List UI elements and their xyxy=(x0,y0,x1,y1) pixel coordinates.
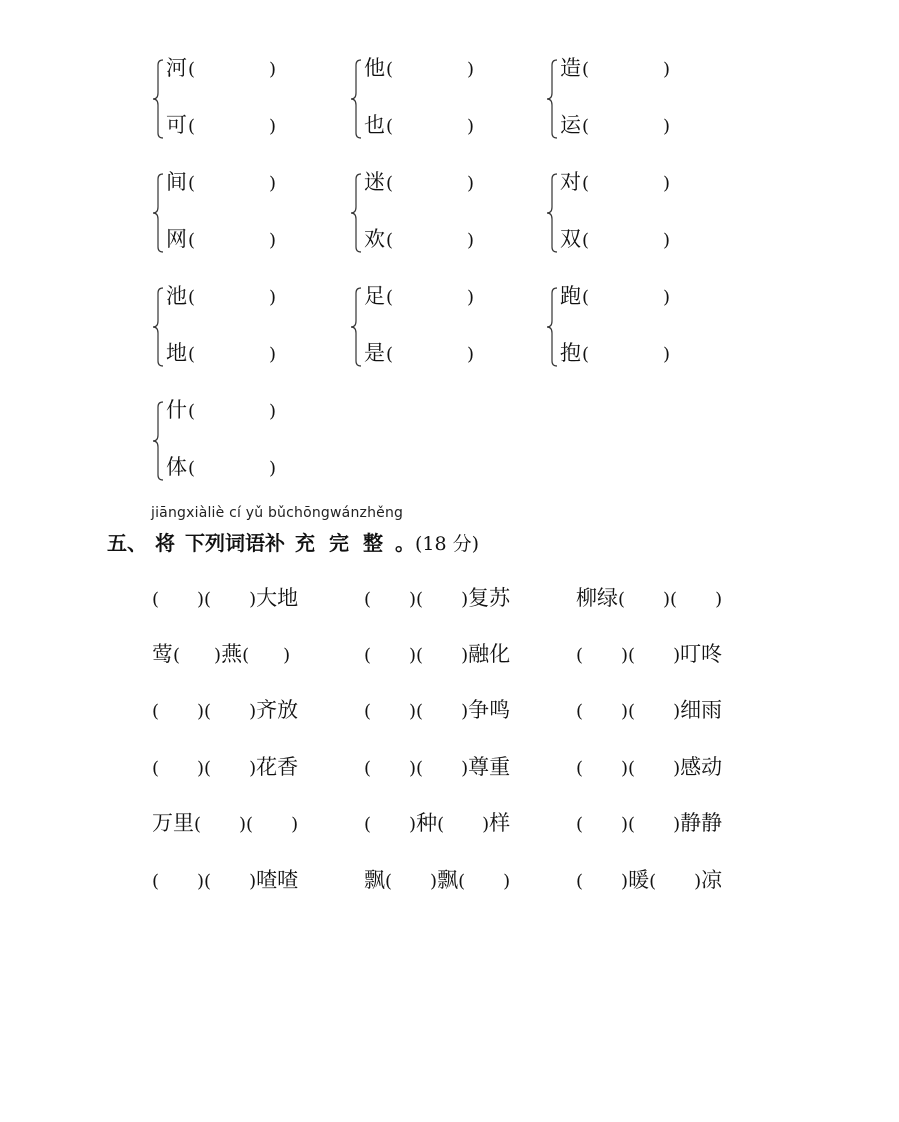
bracket-char: 池 xyxy=(166,284,187,308)
idiom-suffix: 样 xyxy=(489,811,511,835)
idiom-middle: 飘 xyxy=(437,868,459,892)
left-brace-icon xyxy=(152,287,166,367)
bracket-row-bottom: 可( ) xyxy=(166,110,276,140)
bracket-char: 欢 xyxy=(364,227,385,251)
idiom-prefix: 莺 xyxy=(152,642,173,666)
bracket-char: 对 xyxy=(560,170,581,194)
left-brace-icon xyxy=(350,59,364,139)
bracket-row-top: 跑( ) xyxy=(560,281,670,311)
left-brace-icon xyxy=(152,401,166,481)
bracket-row-bottom: 网( ) xyxy=(166,224,276,254)
idiom-suffix: 细雨 xyxy=(680,698,723,722)
bracket-char: 运 xyxy=(560,113,581,137)
left-brace-icon xyxy=(350,287,364,367)
bracket-row-top: 造( ) xyxy=(560,53,670,83)
left-brace-icon xyxy=(152,59,166,139)
bracket-row-top: 迷( ) xyxy=(364,167,474,197)
bracket-group xyxy=(152,56,332,149)
idiom-item: ( )( )复苏 xyxy=(364,586,511,610)
idiom-item: ( )( )叮咚 xyxy=(576,642,723,666)
idiom-item: ( )( )花香 xyxy=(152,755,299,779)
bracket-char: 什 xyxy=(166,398,187,422)
heading-word: 下列词语补 xyxy=(185,531,285,555)
idiom-item: ( )( )静静 xyxy=(576,811,723,835)
bracket-group xyxy=(350,56,530,149)
bracket-char: 也 xyxy=(364,113,385,137)
idiom-suffix: 大地 xyxy=(256,586,299,610)
idiom-item: 柳绿( )( ) xyxy=(576,586,723,610)
idiom-item: ( )( )融化 xyxy=(364,642,511,666)
idiom-middle: 种 xyxy=(416,811,438,835)
idiom-suffix: 花香 xyxy=(256,755,299,779)
heading-word: 将 xyxy=(155,531,175,555)
idiom-middle: 暖 xyxy=(628,868,650,892)
idiom-item: ( )( )争鸣 xyxy=(364,698,511,722)
bracket-char: 迷 xyxy=(364,170,385,194)
bracket-char: 体 xyxy=(166,455,187,479)
heading-word: 整 xyxy=(363,531,383,555)
bracket-row-top: 足( ) xyxy=(364,281,474,311)
idiom-suffix: 凉 xyxy=(701,868,723,892)
heading-word: 完 xyxy=(329,531,349,555)
bracket-char: 地 xyxy=(166,341,187,365)
left-brace-icon xyxy=(546,173,560,253)
bracket-row-top: 对( ) xyxy=(560,167,670,197)
idiom-item: ( )( )喳喳 xyxy=(152,868,299,892)
idiom-item: ( )( )齐放 xyxy=(152,698,299,722)
bracket-char: 双 xyxy=(560,227,581,251)
idiom-prefix: 柳绿 xyxy=(576,586,618,610)
bracket-char: 抱 xyxy=(560,341,581,365)
idiom-middle: 燕 xyxy=(221,642,243,666)
idiom-prefix: 飘 xyxy=(364,868,385,892)
section-heading xyxy=(107,527,479,556)
bracket-group xyxy=(350,284,530,377)
bracket-char: 是 xyxy=(364,341,385,365)
idiom-prefix: 万里 xyxy=(152,811,194,835)
idiom-item: ( )暖( )凉 xyxy=(576,868,723,892)
idiom-item: 莺( )燕( ) xyxy=(152,642,291,666)
bracket-row-top: 池( ) xyxy=(166,281,276,311)
bracket-group xyxy=(152,284,332,377)
bracket-row-bottom: 体( ) xyxy=(166,452,276,482)
idiom-item: ( )( )感动 xyxy=(576,755,723,779)
bracket-row-bottom: 运( ) xyxy=(560,110,670,140)
idiom-item: 万里( )( ) xyxy=(152,811,299,835)
heading-word: 充 xyxy=(295,531,315,555)
section-score: (18 分) xyxy=(415,533,480,555)
bracket-char: 可 xyxy=(166,113,187,137)
idiom-item: ( )种( )样 xyxy=(364,811,511,835)
bracket-char: 间 xyxy=(166,170,187,194)
bracket-row-bottom: 也( ) xyxy=(364,110,474,140)
bracket-group xyxy=(152,170,332,263)
bracket-char: 网 xyxy=(166,227,187,251)
bracket-row-top: 间( ) xyxy=(166,167,276,197)
left-brace-icon xyxy=(350,173,364,253)
bracket-group xyxy=(152,398,332,491)
section-number: 五、 xyxy=(107,531,147,555)
bracket-group xyxy=(546,284,726,377)
idiom-item: ( )( )大地 xyxy=(152,586,299,610)
bracket-row-bottom: 抱( ) xyxy=(560,338,670,368)
bracket-row-bottom: 是( ) xyxy=(364,338,474,368)
section-pinyin: jiāngxiàliè cí yǔ bǔchōngwánzhěng xyxy=(151,505,404,521)
idiom-suffix: 融化 xyxy=(468,642,511,666)
bracket-char: 跑 xyxy=(560,284,581,308)
bracket-char: 他 xyxy=(364,56,385,80)
bracket-row-top: 什( ) xyxy=(166,395,276,425)
idiom-item: ( )( )细雨 xyxy=(576,698,723,722)
bracket-row-top: 他( ) xyxy=(364,53,474,83)
idiom-item: ( )( )尊重 xyxy=(364,755,511,779)
bracket-row-bottom: 地( ) xyxy=(166,338,276,368)
bracket-char: 造 xyxy=(560,56,581,80)
bracket-group xyxy=(350,170,530,263)
bracket-row-bottom: 双( ) xyxy=(560,224,670,254)
left-brace-icon xyxy=(152,173,166,253)
bracket-char: 足 xyxy=(364,284,385,308)
idiom-suffix: 争鸣 xyxy=(468,698,511,722)
bracket-group xyxy=(546,170,726,263)
idiom-suffix: 感动 xyxy=(680,755,723,779)
bracket-group xyxy=(546,56,726,149)
bracket-row-top: 河( ) xyxy=(166,53,276,83)
idiom-suffix: 喳喳 xyxy=(256,868,299,892)
bracket-char: 河 xyxy=(166,56,187,80)
left-brace-icon xyxy=(546,59,560,139)
idiom-suffix: 叮咚 xyxy=(680,642,723,666)
idiom-suffix: 静静 xyxy=(680,811,723,835)
idiom-suffix: 齐放 xyxy=(256,698,299,722)
heading-period: 。 xyxy=(395,531,415,555)
idiom-item: 飘( )飘( ) xyxy=(364,868,511,892)
left-brace-icon xyxy=(546,287,560,367)
idiom-suffix: 复苏 xyxy=(468,586,511,610)
bracket-row-bottom: 欢( ) xyxy=(364,224,474,254)
idiom-suffix: 尊重 xyxy=(468,755,511,779)
